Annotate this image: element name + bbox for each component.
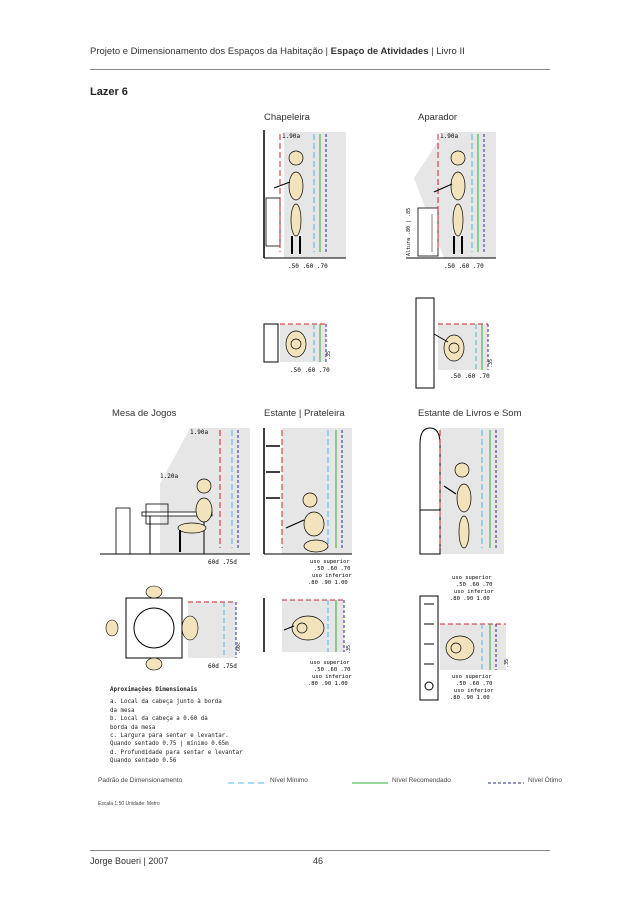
mesa-jogos-plan-drawing [100, 582, 250, 674]
prateleira-plan-inf-values: .80 .90 1.00 [308, 681, 348, 687]
aparador-plan-labels: .50 .60 .70 [450, 373, 490, 380]
notes-line: da mesa [110, 707, 135, 714]
notes-line: Quando sentado 0.75 | mínimo 0.65m [110, 741, 229, 748]
prateleira-uso-inferior: uso inferior [312, 573, 352, 579]
legend-opt-label: Nível Ótimo [528, 777, 562, 784]
estante-prateleira-plan-drawing [262, 596, 354, 692]
mesa-jogos-elevation-drawing [100, 424, 250, 570]
chapeleira-plan-drawing [262, 320, 346, 376]
header-chapter: Espaço de Atividades [330, 46, 429, 57]
aparador-depth-labels: .50 .60 .70 [444, 263, 484, 270]
notes-line: borda da mesa [110, 724, 156, 731]
prateleira-plan-depth: .35 [346, 644, 352, 654]
livros-plan-depth: .35 [504, 658, 510, 668]
legend-label: Padrão de Dimensionamento [98, 777, 183, 784]
prateleira-sup-values: .50 .60 .70 [314, 566, 351, 572]
notes-line: b. Local da cabeça a 0.60 da [110, 716, 208, 723]
mesa-plan-depth: .60c [236, 641, 242, 654]
legend-rec-line [352, 781, 388, 785]
legend-opt-line [488, 781, 524, 785]
section-title: Lazer 6 [90, 86, 128, 98]
prateleira-uso-superior: uso superior [310, 559, 350, 565]
aparador-plan-drawing [414, 296, 498, 392]
legend-min-label: Nível Mínimo [270, 777, 308, 784]
dimensional-notes [110, 686, 243, 766]
footer-author: Jorge Boueri | 2007 [90, 856, 169, 866]
aparador-plan-depth: .35 [488, 358, 494, 368]
notes-line: d. Profundidade para sentar e levantar [110, 749, 243, 756]
livros-uso-superior: uso superior [452, 575, 492, 581]
notes-title: Aproximações Dimensionais [110, 687, 198, 693]
scale-note: Escala 1:50 Unidade: Metro [98, 801, 160, 807]
chapeleira-depth-labels: .50 .60 .70 [288, 263, 328, 270]
notes-line: Quando sentado 0.56 [110, 758, 177, 765]
caption-chapeleira: Chapeleira [264, 112, 310, 123]
livros-plan-inf-values: .80 .90 1.00 [450, 695, 490, 701]
mesa-height-190: 1.90a [190, 429, 209, 436]
livros-uso-inferior: uso inferior [454, 589, 494, 595]
footer-rule [90, 850, 550, 851]
header-book: | Livro II [428, 46, 465, 57]
prateleira-inf-values: .80 .90 1.00 [308, 580, 348, 586]
prateleira-plan-uso-superior: uso superior [310, 660, 350, 666]
aparador-elevation-drawing [404, 128, 496, 270]
chapeleira-plan-labels: .50 .60 .70 [290, 367, 330, 374]
mesa-depth-labels: 60d .75d [208, 559, 237, 566]
caption-mesa-de-jogos: Mesa de Jogos [112, 408, 177, 419]
notes-line: c. Largura para sentar e levantar. [110, 733, 229, 740]
mesa-plan-labels: 60d .75d [208, 663, 237, 670]
prateleira-plan-uso-inferior: uso inferior [312, 674, 352, 680]
caption-estante-prateleira: Estante | Prateleira [264, 408, 345, 419]
livros-sup-values: .50 .60 .70 [456, 582, 493, 588]
caption-estante-livros-som: Estante de Livros e Som [418, 408, 522, 419]
running-header [90, 46, 465, 57]
header-rule [90, 69, 550, 70]
livros-inf-values: .80 .90 1.00 [450, 596, 490, 602]
aparador-height-label: 1.90a [440, 133, 459, 140]
chapeleira-elevation-drawing [262, 128, 346, 270]
legend-min-line [228, 781, 264, 785]
estante-livros-elevation-drawing [416, 424, 512, 602]
chapeleira-height-label: 1.90a [282, 133, 301, 140]
header-title: Projeto e Dimensionamento dos Espaços da Habitação | [90, 46, 331, 57]
notes-line: a. Local da cabeça junto à borda [110, 699, 222, 706]
chapeleira-plan-depth: .35 [326, 350, 332, 360]
livros-plan-uso-superior: uso superior [452, 674, 492, 680]
livros-plan-sup-values: .50 .60 .70 [456, 681, 493, 687]
page-number: 46 [313, 856, 324, 866]
livros-plan-uso-inferior: uso inferior [454, 688, 494, 694]
estante-prateleira-elevation-drawing [262, 424, 352, 584]
legend-rec-label: Nível Recomendado [392, 777, 451, 784]
prateleira-plan-sup-values: .50 .60 .70 [314, 667, 351, 673]
caption-aparador: Aparador [418, 112, 458, 123]
estante-livros-plan-drawing [416, 594, 512, 706]
mesa-height-120: 1.20a [160, 473, 179, 480]
aparador-altura-label: Altura .80 | .85 [406, 207, 412, 256]
